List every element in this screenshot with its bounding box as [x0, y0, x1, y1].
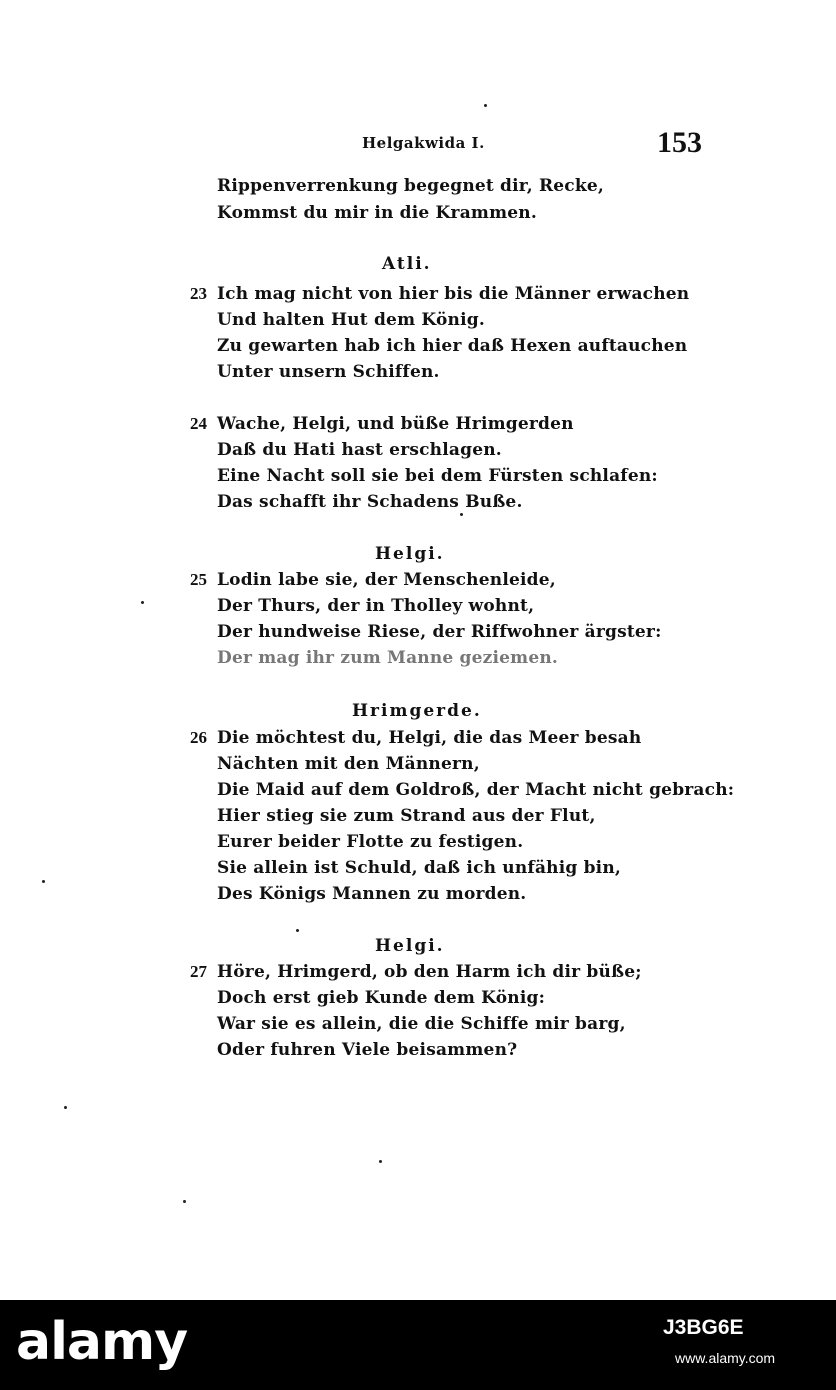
- stanza-27-line-3: War sie es allein, die die Schiffe mir barg,: [217, 1014, 626, 1034]
- stanza-number-25: 25: [190, 570, 207, 589]
- watermark-stock-id: J3BG6E: [663, 1316, 744, 1339]
- print-speck: [64, 1106, 67, 1109]
- stanza-27-line-4: Oder fuhren Viele beisammen?: [217, 1040, 518, 1060]
- stanza-27-line-2: Doch erst gieb Kunde dem König:: [217, 988, 546, 1008]
- print-speck: [42, 880, 45, 883]
- stanza-25-line-1: Lodin labe sie, der Menschenleide,: [217, 570, 556, 590]
- print-speck: [296, 929, 299, 932]
- speaker-atli: Atli.: [382, 254, 432, 274]
- opening-line-1: Rippenverrenkung begegnet dir, Recke,: [217, 176, 604, 196]
- page-header: [0, 126, 836, 162]
- stanza-24-line-4: Das schafft ihr Schadens Buße.: [217, 492, 523, 512]
- stanza-number-26: 26: [190, 728, 207, 747]
- stanza-number-23: 23: [190, 284, 207, 303]
- stanza-23-line-2: Und halten Hut dem König.: [217, 310, 485, 330]
- stanza-26-line-1: Die möchtest du, Helgi, die das Meer besah: [217, 728, 642, 748]
- print-speck: [183, 1200, 186, 1203]
- print-speck: [460, 513, 463, 516]
- stanza-24-line-3: Eine Nacht soll sie bei dem Fürsten schlafen:: [217, 466, 658, 486]
- stanza-24-line-2: Daß du Hati hast erschlagen.: [217, 440, 502, 460]
- speaker-hrimgerde: Hrimgerde.: [352, 701, 482, 721]
- speaker-helgi-2: Helgi.: [375, 936, 445, 956]
- stanza-number-27: 27: [190, 962, 207, 981]
- print-speck: [141, 601, 144, 604]
- stanza-number-24: 24: [190, 414, 207, 433]
- opening-line-2: Kommst du mir in die Krammen.: [217, 203, 537, 223]
- running-title: Helgakwida I.: [362, 134, 485, 152]
- speaker-helgi-1: Helgi.: [375, 544, 445, 564]
- stanza-26-line-5: Eurer beider Flotte zu festigen.: [217, 832, 524, 852]
- stanza-26-line-4: Hier stieg sie zum Strand aus der Flut,: [217, 806, 596, 826]
- print-speck: [379, 1160, 382, 1163]
- stanza-23-line-1: Ich mag nicht von hier bis die Männer erwachen: [217, 284, 690, 304]
- stanza-25-line-2: Der Thurs, der in Tholley wohnt,: [217, 596, 535, 616]
- stanza-25-line-3: Der hundweise Riese, der Riffwohner ärgster:: [217, 622, 662, 642]
- stanza-27-line-1: Höre, Hrimgerd, ob den Harm ich dir büße;: [217, 962, 642, 982]
- watermark-site: www.alamy.com: [675, 1350, 776, 1366]
- print-speck: [484, 104, 487, 107]
- stanza-23-line-4: Unter unsern Schiffen.: [217, 362, 440, 382]
- page-number: 153: [657, 126, 702, 159]
- stanza-26-line-3: Die Maid auf dem Goldroß, der Macht nicht gebrach:: [217, 780, 735, 800]
- stanza-25-line-4: Der mag ihr zum Manne geziemen.: [217, 648, 559, 668]
- stanza-26-line-7: Des Königs Mannen zu morden.: [217, 884, 527, 904]
- watermark-banner: [0, 1300, 836, 1390]
- stanza-26-line-2: Nächten mit den Männern,: [217, 754, 480, 774]
- watermark-logo: alamy: [16, 1312, 188, 1372]
- stanza-23-line-3: Zu gewarten hab ich hier daß Hexen auftauchen: [217, 336, 688, 356]
- stanza-26-line-6: Sie allein ist Schuld, daß ich unfähig bin,: [217, 858, 621, 878]
- stanza-24-line-1: Wache, Helgi, und büße Hrimgerden: [217, 414, 574, 434]
